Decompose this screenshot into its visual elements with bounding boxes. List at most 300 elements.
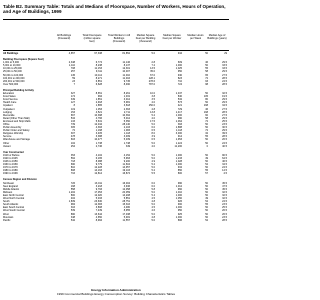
table-cell: 5.0 [151, 122, 155, 126]
row-label: 200,001 to 500,000 [3, 79, 25, 83]
table-cell: 50 [205, 64, 208, 68]
table-cell: 1,000 [175, 206, 182, 210]
table-cell: 348 [70, 215, 75, 219]
table-cell: 4,650 [95, 215, 102, 219]
table-cell: 6.0 [151, 126, 155, 130]
table-cell: 119 [71, 107, 75, 111]
section-heading-label: Census Region and Division [3, 178, 37, 182]
column-header-4: Median Square Feet per Building (thousand) [135, 34, 156, 43]
table-cell: 14.5 [222, 169, 227, 173]
table-cell: 708 [70, 67, 75, 71]
row-label: Pacific [3, 218, 11, 222]
table-cell: 32.5 [222, 197, 227, 201]
table-cell: 11,604 [122, 163, 130, 167]
row-label: 1920 to 1945 [3, 156, 18, 160]
row-label: Food Sales [3, 95, 16, 99]
table-cell: 4.9 [151, 160, 155, 163]
table-cell: 65 [205, 73, 208, 77]
table-cell: 6,774 [95, 61, 102, 65]
table-row [3, 145, 229, 148]
table-cell: 58 [205, 70, 208, 74]
table-cell: 50 [205, 193, 208, 197]
table-cell: 316 [70, 206, 75, 210]
table-cell: 34.5 [222, 104, 227, 108]
table-cell: 1,000 [175, 193, 182, 197]
table-cell: 12,301 [122, 67, 130, 71]
table-cell: 28.5 [222, 82, 227, 86]
table-cell: 60 [205, 113, 208, 117]
table-cell: 6,165 [95, 156, 102, 160]
row-label: 5,001 to 10,000 [3, 64, 21, 68]
table-cell: 19.5 [222, 95, 227, 99]
table-cell: 2,103 [123, 126, 130, 130]
column-header-1: All Buildings (thousand) [56, 34, 72, 40]
table-cell: 50 [205, 184, 208, 188]
table-cell: 168 [70, 184, 75, 188]
table-cell: 13.8 [150, 110, 155, 114]
table-cell: 8,261 [123, 92, 130, 96]
table-cell: 23.5 [222, 122, 227, 126]
table-cell: 4.8 [151, 107, 155, 111]
table-cell: 24.5 [222, 79, 227, 83]
table-cell: 8,490 [123, 82, 130, 86]
row-label: Outpatient [3, 107, 15, 111]
table-cell: 4.5 [223, 172, 227, 176]
table-cell: 50 [205, 187, 208, 191]
table-cell: 12,044 [94, 122, 102, 126]
table-cell: 50 [205, 215, 208, 219]
table-cell: 2,363 [123, 107, 130, 111]
table-cell: 55 [205, 169, 208, 173]
table-cell: 1,000 [175, 64, 182, 68]
table-cell: 29.5 [222, 129, 227, 133]
table-cell: 8.0 [151, 132, 155, 136]
table-cell: 534 [70, 116, 75, 120]
table-cell: 8,271 [95, 76, 102, 80]
table-cell: 55 [205, 67, 208, 71]
row-label: 1960 to 1969 [3, 163, 18, 167]
table-cell: 840 [177, 95, 182, 99]
table-cell: 3.5 [151, 98, 155, 102]
row-label: Lodging [3, 110, 12, 114]
table-cell: 16,004 [122, 181, 130, 185]
table-cell: 23.5 [222, 203, 227, 207]
table-cell: 667 [70, 113, 75, 117]
table-cell: 52 [205, 218, 208, 222]
table-cell: 960 [177, 187, 182, 191]
table-cell: 5.0 [151, 166, 155, 170]
table-cell: 4,152 [123, 153, 130, 157]
table-cell: 5,033 [95, 197, 102, 201]
table-cell: 45.5 [222, 187, 227, 191]
table-cell: 26.5 [222, 138, 227, 142]
table-cell: 1,953 [175, 138, 182, 142]
table-cell: 278.6 [148, 79, 155, 83]
table-cell: 52 [205, 163, 208, 167]
row-label: Middle Atlantic [3, 187, 20, 191]
table-cell: 33.5 [222, 67, 227, 71]
table-cell: 716 [70, 172, 75, 176]
row-label: Warehouse and Storage [3, 138, 31, 142]
row-label: East South Central [3, 206, 24, 210]
table-cell: 990 [177, 116, 182, 120]
table-cell: 153 [70, 110, 75, 114]
table-cell: 49 [205, 197, 208, 201]
table-cell: 307 [70, 132, 75, 136]
table-cell: 57 [205, 172, 208, 176]
table-cell: 72 [205, 119, 208, 123]
table-cell: 3,388 [95, 135, 102, 139]
table-row [3, 172, 229, 175]
table-cell: 1,417 [175, 110, 182, 114]
table-cell: 133 [70, 119, 75, 123]
row-label: Public Assembly [3, 126, 22, 130]
table-cell: 1,025 [175, 67, 182, 71]
table-cell: 724 [177, 82, 182, 86]
row-label: 1970 to 1979 [3, 166, 18, 170]
table-cell: 6.0 [151, 184, 155, 188]
column-header-3: Total Workers in All Buildings (thousand) [108, 34, 131, 43]
table-cell: 690 [70, 163, 75, 167]
table-cell: 542 [70, 218, 75, 222]
table-cell: 72 [205, 76, 208, 80]
row-label: 1,001 to 5,000 [3, 61, 19, 65]
table-cell: 93 [205, 79, 208, 83]
table-cell: 50 [205, 209, 208, 213]
table-cell: 4.8 [151, 200, 155, 204]
table-cell: 5,481 [123, 215, 130, 219]
table-cell: 1,118 [175, 129, 182, 133]
table-cell: 9,200 [123, 160, 130, 163]
table-cell: 45.5 [222, 181, 227, 185]
table-cell: 3,405 [95, 132, 102, 136]
table-cell: 718 [70, 160, 75, 163]
table-cell: 23.5 [222, 215, 227, 219]
table-cell: 1,047 [175, 92, 182, 96]
row-label: Inpatient [3, 104, 13, 108]
table-cell: 50 [205, 206, 208, 210]
table-cell: 349 [125, 144, 130, 148]
table-cell: 2,711 [123, 110, 130, 114]
table-cell: 4.0 [151, 144, 155, 148]
table-cell: 6.0 [151, 181, 155, 185]
table-cell: 2,348 [68, 61, 75, 65]
table-cell: 5.5 [151, 172, 155, 176]
table-cell: 934 [177, 166, 182, 170]
table-cell: 402 [70, 197, 75, 201]
table-cell: 1,888 [175, 126, 182, 130]
table-cell: 47.5 [222, 184, 227, 188]
table-cell: 50 [205, 212, 208, 216]
table-cell: 72 [72, 129, 75, 133]
table-cell: 609 [177, 61, 182, 65]
table-cell: 12,383 [94, 203, 102, 207]
row-label: Enclosed and Strip Malls [3, 119, 31, 123]
table-cell: 950 [177, 209, 182, 213]
table-cell: 150.0 [148, 104, 155, 108]
table-cell: 7,439 [95, 209, 102, 213]
table-cell: 1,839 [68, 200, 75, 204]
table-cell: 800 [177, 172, 182, 176]
row-label: 50,001 to 100,000 [3, 73, 24, 77]
table-cell: 800 [70, 193, 75, 197]
table-cell: 6.5 [151, 138, 155, 142]
table-cell: 0 [206, 144, 208, 148]
table-cell: 9,311 [95, 70, 102, 74]
table-cell: 558 [70, 187, 75, 191]
table-cell: 29.5 [222, 61, 227, 65]
table-cell: 5,981 [123, 101, 130, 105]
table-cell: 28.5 [222, 76, 227, 80]
table-cell: 50 [205, 92, 208, 96]
column-header-6: Median Hours per Week [187, 34, 204, 40]
table-cell: 393 [177, 122, 182, 126]
row-label: 10,001 to 25,000 [3, 67, 22, 71]
table-cell: 10.0 [150, 92, 155, 96]
table-cell: 67,338 [94, 52, 102, 55]
table-cell: 19,103 [122, 169, 130, 173]
table-cell: 10,112 [94, 73, 102, 77]
table-cell: 12,020 [94, 193, 102, 197]
table-cell: 25.5 [222, 206, 227, 210]
table-cell: 4.8 [151, 215, 155, 219]
table-cell: 1,028 [175, 160, 182, 163]
row-label: South Atlantic [3, 203, 19, 207]
table-cell: 4.5 [151, 206, 155, 210]
table-cell: 29.5 [222, 70, 227, 74]
row-label: West North Central [3, 197, 25, 201]
table-cell: 23 [72, 79, 75, 83]
table-cell: 11,557 [122, 218, 130, 222]
table-cell: 50 [205, 166, 208, 170]
table-cell: 1,851 [95, 98, 102, 102]
table-cell: 81,852 [122, 52, 130, 55]
table-cell: 925 [177, 212, 182, 216]
table-cell: 90.5 [222, 153, 227, 157]
table-cell: 823 [177, 76, 182, 80]
table-cell: 9,793 [95, 187, 102, 191]
table-cell: 5.0 [151, 153, 155, 157]
table-cell: 1,083 [123, 129, 130, 133]
row-label: Office [3, 122, 10, 126]
table-cell: 50 [205, 101, 208, 105]
table-cell: 26.5 [222, 209, 227, 213]
table-cell: 10,398 [94, 113, 102, 117]
table-cell: 33.5 [222, 64, 227, 68]
table-cell: 890 [70, 212, 75, 216]
table-cell: 5.0 [151, 156, 155, 160]
table-cell: 52 [205, 200, 208, 204]
table-cell: 49 [205, 156, 208, 160]
table-cell: 4.5 [151, 197, 155, 201]
table-cell: 34.5 [222, 163, 227, 167]
table-cell: 3,000 [175, 132, 182, 136]
table-cell: 5,012 [123, 116, 130, 120]
table-cell: 11,010 [122, 73, 130, 77]
row-label: Vacant [3, 144, 11, 148]
table-cell: 50 [205, 126, 208, 130]
table-cell: 3,218 [95, 184, 102, 188]
table-cell: 23,630 [94, 200, 102, 204]
table-cell: 896 [177, 218, 182, 222]
header-bottom-rule [3, 50, 229, 51]
table-cell: 32 [205, 132, 208, 136]
section-gap [3, 222, 229, 225]
table-cell: 850 [177, 169, 182, 173]
row-label: Education [3, 92, 15, 96]
table-cell: 944 [177, 52, 182, 55]
table-cell: 2.8 [151, 61, 155, 65]
row-label: Northeast [3, 181, 14, 185]
table-cell: 46 [205, 107, 208, 111]
table-cell: 1,012 [175, 184, 182, 188]
table-cell: 46.5 [222, 160, 227, 163]
section-heading-label: Principal Building Activity [3, 88, 34, 92]
table-cell: 59 [72, 76, 75, 80]
table-cell: 11,153 [94, 67, 102, 71]
table-cell: 127 [70, 101, 75, 105]
table-title: Table B2. Summary Table: Totals and Medians of Floorspace, Number of Workers, Hours of Operation, and Age of Buildings, 1999 [3, 4, 226, 15]
row-label: 1990 to 1999 [3, 172, 18, 176]
table-row [3, 52, 229, 55]
table-cell: 787.0 [148, 82, 155, 86]
row-label: Public Order and Safety [3, 129, 30, 133]
table-cell: 8,651 [95, 92, 102, 96]
table-cell: 14,957 [122, 166, 130, 170]
table-cell: 80 [205, 98, 208, 102]
table-cell: 28.5 [222, 135, 227, 139]
table-cell: 562 [70, 156, 75, 160]
table-cell: 50 [205, 181, 208, 185]
table-cell: 808 [70, 169, 75, 173]
table-cell: 17.5 [150, 119, 155, 123]
table-cell: 4.0 [151, 101, 155, 105]
table-cell: 810 [70, 166, 75, 170]
table-cell: 5.0 [151, 203, 155, 207]
table-cell: 4,102 [95, 153, 102, 157]
table-cell: 28,751 [122, 200, 130, 204]
table-cell: 46 [205, 61, 208, 65]
row-label: Other [3, 141, 10, 145]
column-header-5: Median Square Feet per Worker [162, 34, 182, 40]
table-cell: 168 [203, 110, 208, 114]
column-header-2: Total Floorspace (million square feet) [82, 34, 102, 43]
table-cell: 50 [205, 153, 208, 157]
table-cell: 11,146 [122, 61, 130, 65]
table-cell: 55 [205, 203, 208, 207]
table-cell: 168 [203, 104, 208, 108]
table-cell: 739 [70, 122, 75, 126]
section-heading-label: Building Floorspace (Square Feet) [3, 58, 44, 62]
table-cell: 914 [177, 135, 182, 139]
table-cell: 421 [177, 104, 182, 108]
table-cell: 17,053 [94, 190, 102, 194]
table-cell: 105 [203, 95, 208, 99]
table-cell: 1,748 [123, 141, 130, 145]
table-cell: 14,208 [122, 193, 130, 197]
table-cell: 994 [97, 95, 102, 99]
data-table [3, 52, 229, 225]
section-heading-label: Year Constructed [3, 150, 24, 154]
table-cell: 1,202 [68, 190, 75, 194]
row-label: Health Care [3, 101, 17, 105]
table-cell: 1,224 [175, 141, 182, 145]
table-cell: 5.0 [151, 218, 155, 222]
table-cell: 12,058 [122, 187, 130, 191]
table-cell: 50 [205, 122, 208, 126]
table-cell: 5.0 [151, 141, 155, 145]
table-cell: 13,644 [94, 212, 102, 216]
table-row [3, 219, 229, 222]
table-cell: 8,137 [123, 64, 130, 68]
table-cell: 50 [205, 190, 208, 194]
table-cell: 5,963 [123, 156, 130, 160]
table-cell: 990 [177, 181, 182, 185]
column-header-7: Median Age of Buildings (years) [207, 34, 227, 40]
table-cell: 128.1 [148, 76, 155, 80]
table-cell: 12,814 [94, 172, 102, 176]
row-label: Service [3, 135, 12, 139]
table-cell: 349 [70, 98, 75, 102]
table-cell: 32.5 [222, 190, 227, 194]
table-cell: 5.2 [151, 113, 155, 117]
table-cell: 35.0 [150, 70, 155, 74]
table-cell: 7 [73, 82, 75, 86]
table-cell: 8,088 [95, 160, 102, 163]
table-cell: 28.5 [222, 110, 227, 114]
table-cell: 5.2 [151, 163, 155, 167]
table-cell: 257 [70, 70, 75, 74]
table-cell: 28.5 [222, 218, 227, 222]
table-cell: 2,746 [95, 144, 102, 148]
table-cell: 950 [177, 70, 182, 74]
table-cell: 4.0 [151, 116, 155, 120]
table-cell: 8,238 [95, 64, 102, 68]
table-cell: 8 [73, 104, 75, 108]
table-cell: 478 [70, 135, 75, 139]
row-label: Midwest [3, 190, 13, 194]
table-cell: 72 [205, 129, 208, 133]
table-cell: 30.5 [222, 126, 227, 130]
table-cell: 5.0 [151, 212, 155, 216]
table-row [3, 83, 229, 86]
table-cell: 4,393 [95, 126, 102, 130]
table-cell: 1,738 [95, 141, 102, 145]
table-cell: 1,233 [175, 156, 182, 160]
row-label: 25,001 to 50,000 [3, 70, 22, 74]
table-cell: 1,118 [123, 132, 130, 136]
table-cell: 3,808 [95, 206, 102, 210]
table-cell: 11,200 [174, 144, 182, 148]
table-cell: 145 [70, 73, 75, 77]
row-label: Retail (Other Than Mall) [3, 116, 30, 120]
table-cell: 710 [177, 79, 182, 83]
table-cell: 3,618 [123, 104, 130, 108]
row-label: East North Central [3, 193, 24, 197]
table-cell: 29.5 [222, 116, 227, 120]
table-cell: 5,631 [95, 119, 102, 123]
table-cell: 50 [205, 138, 208, 142]
table-cell: 726 [70, 181, 75, 185]
table-cell: 1,865 [95, 104, 102, 108]
row-label: Food Service [3, 98, 18, 102]
table-cell: 3.8 [151, 95, 155, 99]
table-cell: 14,163 [94, 169, 102, 173]
row-label: New England [3, 184, 18, 188]
table-cell: 16,874 [122, 172, 130, 176]
table-cell: 1,110 [68, 64, 75, 68]
table-cell: 2,918 [95, 101, 102, 105]
